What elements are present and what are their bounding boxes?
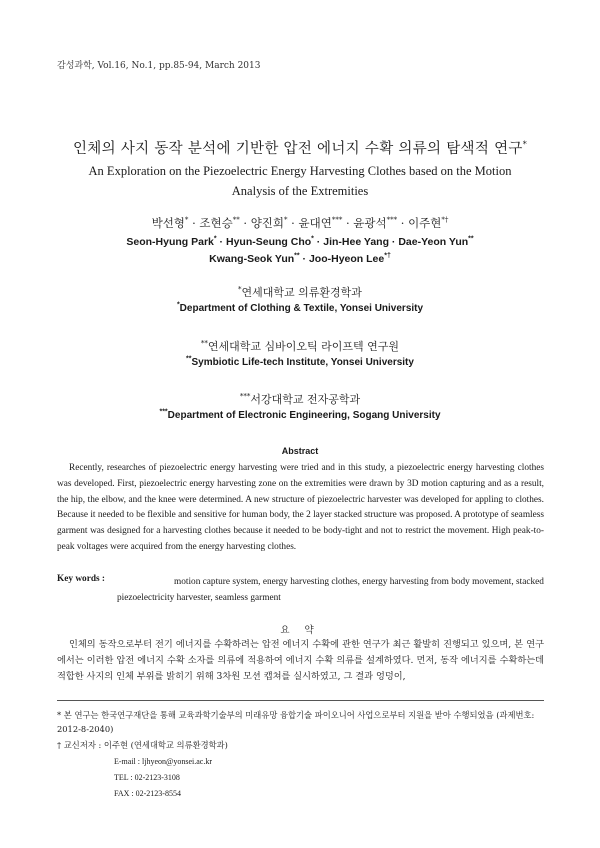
affiliation-3-ko-text: 서강대학교 전자공학과 xyxy=(250,393,361,406)
author-ko-affiliation-mark: ** xyxy=(232,216,240,225)
affiliation-3-en xyxy=(0,410,600,421)
affiliation-2-ko-text: 연세대학교 심바이오틱 라이프텍 연구원 xyxy=(207,340,400,353)
affiliation-2-en-mark: ** xyxy=(186,355,192,363)
author-en-affiliation-mark: ** xyxy=(468,235,474,243)
author-separator: · xyxy=(342,216,354,230)
author-en-name: Jin-Hee Yang xyxy=(323,236,389,248)
footnote-corresponding xyxy=(57,738,544,752)
author-en-name: Dae-Yeon Yun xyxy=(398,236,469,248)
author-en-affiliation-mark: * xyxy=(213,235,217,243)
author-en-name: Seon-Hyung Park xyxy=(126,236,214,248)
footnote-corresponding-mark: † xyxy=(57,740,62,750)
author-en-affiliation-mark: ** xyxy=(294,252,300,260)
affiliation-1-ko xyxy=(0,284,600,300)
abstract-heading: Abstract xyxy=(281,446,319,456)
footnote-funding-mark: * xyxy=(57,710,62,720)
affiliation-1-en-text: Department of Clothing & Textile, Yonsei University xyxy=(179,303,424,314)
affiliation-3-en-text: Department of Electronic Engineering, Sogang University xyxy=(167,410,441,421)
author-ko-name: 조현승 xyxy=(199,216,233,230)
author-ko-name: 양진희 xyxy=(250,216,285,230)
footnote-divider xyxy=(57,700,544,701)
affiliation-3-en-mark: *** xyxy=(159,408,168,416)
author-separator: · xyxy=(299,253,309,265)
affiliation-2-mark: ** xyxy=(200,339,208,348)
author-en-affiliation-mark: *† xyxy=(384,252,391,260)
contact-tel: TEL : 02-2123-3108 xyxy=(114,773,180,782)
contact-fax: FAX : 02-2123-8554 xyxy=(114,789,181,798)
author-ko-affiliation-mark: *** xyxy=(386,216,398,225)
footnote-corresponding-text: 교신저자 : 이주현 (연세대학교 의류환경학과) xyxy=(63,740,228,750)
keywords-value: motion capture system, energy harvesting clothes, energy harvesting from body movement, stacked piezoelectricity harvester, seamless garment xyxy=(117,577,544,603)
affiliation-2-ko xyxy=(0,338,600,354)
author-en-name: Kwang-Seok Yun xyxy=(209,253,295,265)
title-ko-footnote-mark: * xyxy=(522,140,527,150)
paper-title-english: An Exploration on the Piezoelectric Energy Harvesting Clothes based on the Motion Analysis of the Extremities xyxy=(88,164,512,198)
affiliation-1-en-mark: * xyxy=(176,301,180,309)
author-ko-name: 박선형 xyxy=(151,216,185,230)
authors-english xyxy=(60,234,540,268)
affiliation-3-mark: *** xyxy=(239,392,251,401)
author-separator: · xyxy=(188,216,200,230)
authors-english-line2 xyxy=(60,251,540,268)
author-separator: · xyxy=(216,236,226,248)
footnote-funding xyxy=(57,708,544,736)
keywords-label: Key words : xyxy=(57,574,106,584)
affiliation-1-mark: * xyxy=(238,285,242,294)
affiliation-3-ko xyxy=(0,391,600,407)
author-ko-name: 윤대연 xyxy=(298,216,332,230)
author-ko-name: 윤광석 xyxy=(353,216,387,230)
author-ko-affiliation-mark: *† xyxy=(441,216,449,225)
contact-email: E-mail : ljhyeon@yonsei.ac.kr xyxy=(114,757,213,766)
author-separator: · xyxy=(313,236,324,248)
title-ko-text: 인체의 사지 동작 분석에 기반한 압전 에너지 수확 의류의 탐색적 연구 xyxy=(73,141,523,157)
author-ko-affiliation-mark: * xyxy=(284,216,288,225)
keywords-text xyxy=(117,574,544,606)
author-separator: · xyxy=(388,236,399,248)
author-ko-affiliation-mark: * xyxy=(184,216,189,225)
paper-title-korean xyxy=(0,137,600,158)
affiliation-1-ko-text: 연세대학교 의류환경학과 xyxy=(241,286,362,299)
journal-citation: 감성과학, Vol.16, No.1, pp.85-94, March 2013 xyxy=(57,61,261,71)
footnote-funding-text: 본 연구는 한국연구재단을 통해 교육과학기술부의 미래유망 융합기술 파이오니어 사업으로부터 지원을 받아 수행되었음 (과제번호: 2012-8-2040) xyxy=(57,710,535,734)
affiliation-1-en xyxy=(0,303,600,314)
korean-summary-body: 인체의 동작으로부터 전기 에너지를 수확하려는 압전 에너지 수확에 관한 연구가 최근 활발히 진행되고 있으며, 본 연구에서는 이러한 압전 에너지 수확 소자를 의류에 적용하여 에너지 수확 의류를 설계하였다. 먼저, 동작 에너지를 수확하는데 적합한 사지의 인체 부위를 밝히기 위해 3차원 모션 캡쳐를 실시하였고, 그 결과 엉덩이, xyxy=(57,639,544,682)
author-ko-affiliation-mark: *** xyxy=(331,216,343,225)
affiliation-2-en xyxy=(0,357,600,368)
author-en-name: Hyun-Seung Cho xyxy=(225,236,312,248)
author-en-name: Joo-Hyeon Lee xyxy=(308,253,385,265)
author-ko-name: 이주현 xyxy=(408,216,442,230)
authors-korean xyxy=(0,215,600,231)
authors-english-line1 xyxy=(60,234,540,251)
korean-summary-heading: 요 약 xyxy=(280,625,320,636)
author-separator: · xyxy=(239,216,251,230)
affiliation-2-en-text: Symbiotic Life-tech Institute, Yonsei University xyxy=(191,357,414,368)
abstract-body: Recently, researches of piezoelectric energy harvesting were tried and in this study, a piezoelectric energy harvesting clothes was developed. First, piezoelectric energy harvesting zone on the extremities were drawn by 3D motion capturing and as a result, the hip, the elbow, and the knee were determined. A new structure of piezoelectric harvester was developed for appling to clothes. Because it needed to be flexible and sensitive for human body, the 2 layer stacked structure was proposed. A prototype of seamless garment was designed for a harvesting clothes because it needed to be body-tight and not to restrict the movement. High peak-to-peak voltages were acquired from the energy harvesting clothes. xyxy=(57,463,544,552)
author-separator: · xyxy=(287,216,299,230)
author-en-affiliation-mark: * xyxy=(311,235,314,243)
author-separator: · xyxy=(397,216,409,230)
